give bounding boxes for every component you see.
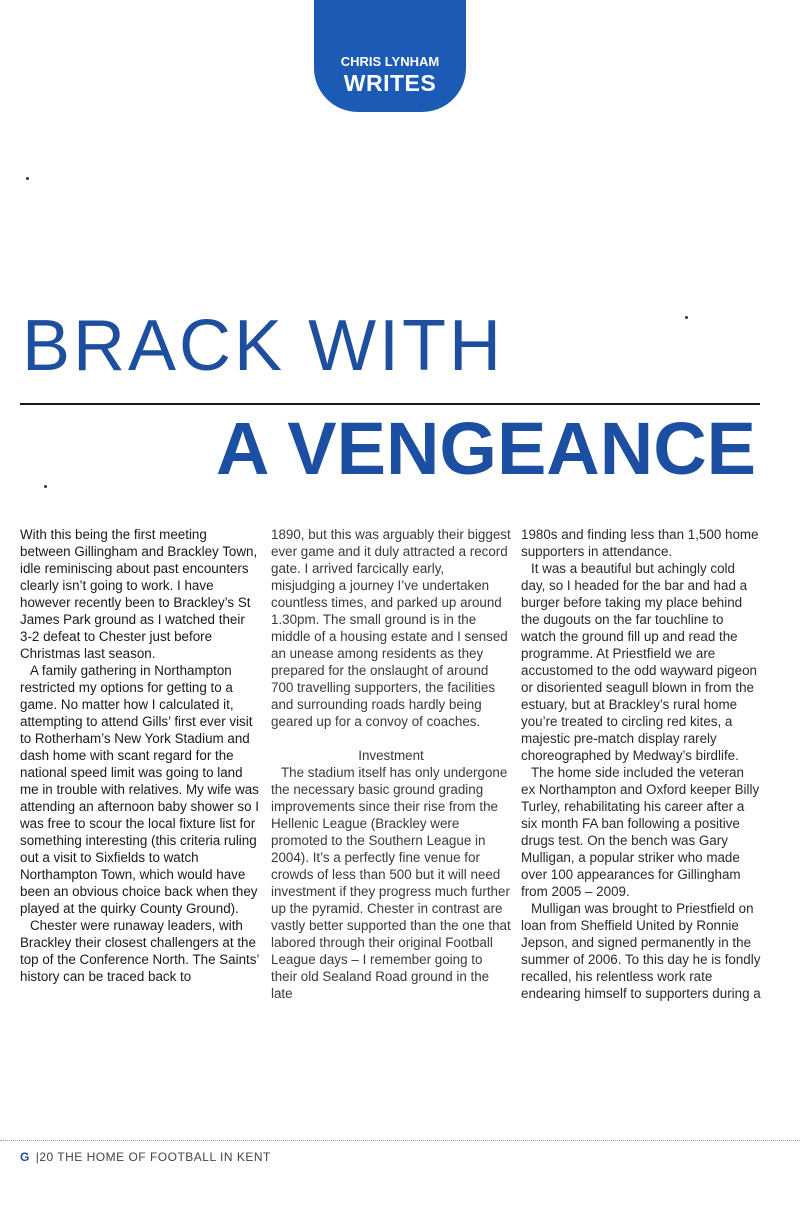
headline-line-2: A VENGEANCE xyxy=(215,407,756,490)
paragraph: 1980s and finding less than 1,500 home supporters in attendance. xyxy=(521,527,759,559)
writes-label: WRITES xyxy=(343,70,437,96)
headline-divider xyxy=(20,403,760,405)
paragraph: The stadium itself has only undergone the necessary basic ground grading improvements since their rise from the Hellenic League (Brackley were promoted to the Southern League in 2004). It’s a perfectly fine venue for crowds of less than 500 but it will need investment if they progress much further up the pyramid. Chester in contrast are vastly better supported than the one that labored through their original Football League days – I remember going to their old Sealand Road ground in the late xyxy=(271,765,511,1001)
section-subhead: Investment xyxy=(358,748,424,763)
footer-divider xyxy=(0,1140,800,1141)
footer-tagline: THE HOME OF FOOTBALL IN KENT xyxy=(57,1150,271,1164)
author-tab xyxy=(314,0,466,112)
paragraph: Mulligan was brought to Priestfield on loan from Sheffield United by Ronnie Jepson, and signed permanently in the summer of 2006. To this day he is fondly recalled, his relentless work rate endearing himself to supporters during a xyxy=(521,901,761,1001)
article-column-1 xyxy=(20,526,260,985)
paragraph: 1890, but this was arguably their biggest ever game and it duly attracted a record gate. I arrived farcically early, misjudging a journey I’ve undertaken countless times, and parked up around 1.30pm. The small ground is in the middle of a housing estate and I sensed an unease among residents as they prepared for the onslaught of around 700 travelling supporters, the facilities and surrounding roads hardly being geared up for a convoy of coaches. xyxy=(271,527,511,729)
paragraph: With this being the first meeting between Gillingham and Brackley Town, idle reminiscing about past encounters clearly isn’t going to work. I have however recently been to Brackley’s St James Park ground as I watched their 3-2 defeat to Chester just before Christmas last season. xyxy=(20,527,258,661)
club-logo-icon: G xyxy=(20,1150,30,1164)
paragraph: It was a beautiful but achingly cold day, so I headed for the bar and had a burger before taking my place behind the dugouts on the far touchline to watch the ground fill up and read the programme. At Priestfield we are accustomed to the odd wayward pigeon or disoriented seagull blown in from the estuary, but at Brackley’s rural home you’re treated to circling red kites, a majestic pre-match display rarely choreographed by Medway’s birdlife. xyxy=(521,561,757,763)
print-speck xyxy=(26,177,29,180)
article-column-3 xyxy=(521,526,761,1002)
paragraph: A family gathering in Northampton restricted my options for getting to a game. No matter how I calculated it, attempting to attend Gills’ first ever visit to Rotherham’s New York Stadium and dash home with scant regard for the national speed limit was going to land me in trouble with relatives. My wife was attending an afternoon baby shower so I was free to scour the local fixture list for something interesting (this criteria ruling out a visit to Sixfields to watch Northampton Town, which would have been an obvious choice back when they played at the quirky County Ground). xyxy=(20,663,259,916)
article-column-2 xyxy=(271,526,511,1002)
paragraph: The home side included the veteran ex Northampton and Oxford keeper Billy Turley, rehabilitating his career after a six month FA ban following a positive drugs test. On the bench was Gary Mulligan, a popular striker who made over 100 appearances for Gillingham from 2005 – 2009. xyxy=(521,765,760,899)
headline-line-1: BRACK WITH xyxy=(22,306,505,386)
print-speck xyxy=(685,316,688,319)
footer-separator: | xyxy=(35,1150,40,1164)
page-footer xyxy=(20,1150,271,1164)
print-speck xyxy=(44,485,47,488)
author-name: CHRIS LYNHAM xyxy=(340,54,440,69)
paragraph: Chester were runaway leaders, with Brackley their closest challengers at the top of the Conference North. The Saints’ history can be traced back to xyxy=(20,918,259,984)
page-number: 20 xyxy=(39,1150,54,1164)
